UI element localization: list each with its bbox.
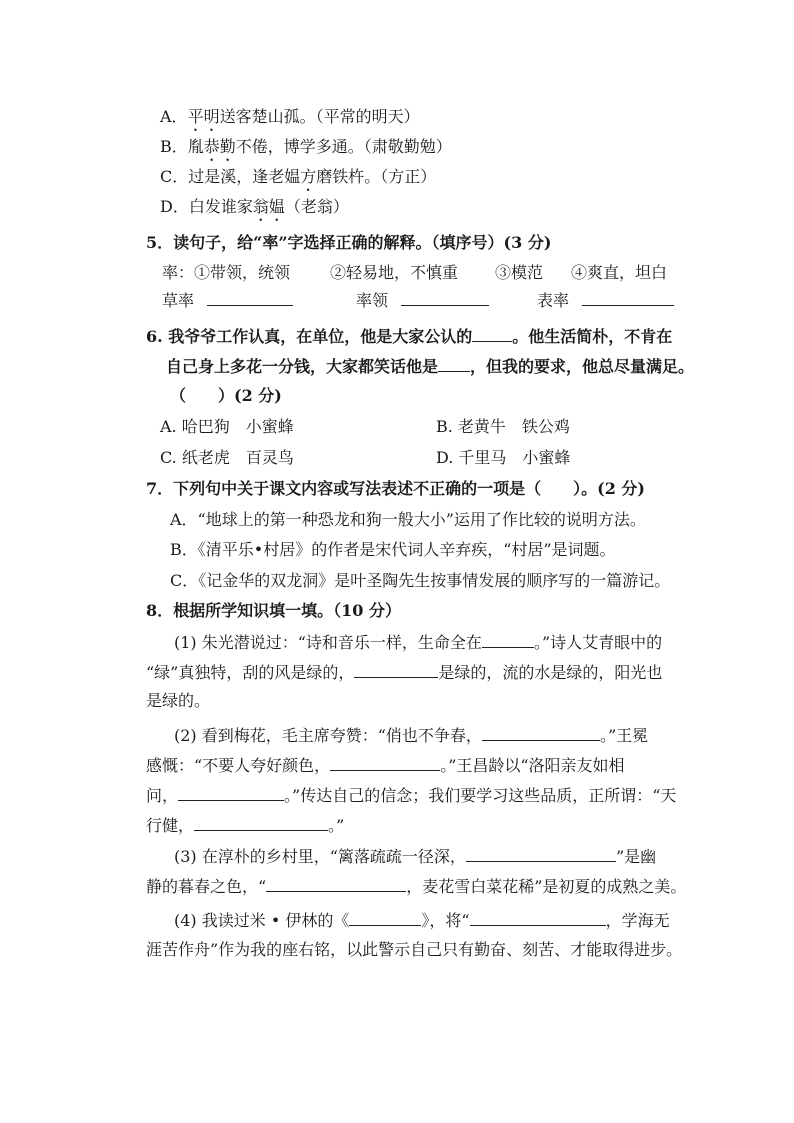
answer-blank[interactable] <box>266 875 406 892</box>
dotted-word: 恭勤 <box>203 137 236 156</box>
q4-option-d <box>160 196 349 225</box>
answer-blank[interactable] <box>582 289 674 306</box>
option-letter: D． <box>160 197 189 216</box>
q6-option-d: D. 千里马 小蜜蜂 <box>436 448 571 467</box>
q7-option-a: A．“地球上的第一种恐龙和狗一般大小”运用了作比较的说明方法。 <box>170 510 646 529</box>
dotted-word: 翁媪 <box>252 197 285 216</box>
answer-blank[interactable] <box>466 845 616 862</box>
answer-blank[interactable] <box>482 724 600 741</box>
q8-p3-line-2: 静的暮春之色，“ ，麦花雪白菜花稀”是初夏的成熟之美。 <box>146 877 687 896</box>
q6-line-1: 6. 我爷爷工作认真，在单位，他是大家公认的 。他生活简朴，不肯在 <box>146 327 673 346</box>
answer-blank[interactable] <box>354 661 438 678</box>
answer-blank[interactable] <box>207 289 293 306</box>
q5-title: 5．读句子，给“率”字选择正确的解释。（填序号）(3 分) <box>146 233 552 252</box>
answer-blank[interactable] <box>349 909 421 926</box>
q8-p2-line-4: 行健， 。” <box>146 816 345 835</box>
q8-p2-line-3: 问， 。”传达自己的信念；我们要学习这些品质，正所谓：“天 <box>146 786 677 805</box>
q5-meaning-2: ②轻易地，不慎重 <box>330 263 459 282</box>
q8-p3-line-1: (3) 在淳朴的乡村里，“篱落疏疏一径深， ”是幽 <box>174 847 657 866</box>
answer-blank[interactable] <box>401 289 489 306</box>
option-text: 不倦，博学多通。（肃敬勤勉） <box>235 137 452 156</box>
answer-blank[interactable] <box>330 754 440 771</box>
answer-blank[interactable] <box>178 784 284 801</box>
option-text: 过是溪，逢老媪 <box>188 167 301 186</box>
q5-word-3: 表率 <box>537 289 674 312</box>
q6-answer-paren: （ ）(2 分) <box>170 386 282 405</box>
option-text: （老翁） <box>284 197 349 216</box>
q7-option-c: C．《记金华的双龙洞》是叶圣陶先生按事情发展的顺序写的一篇游记。 <box>170 571 671 590</box>
q6-option-a: A. 哈巴狗 小蜜蜂 <box>160 417 294 436</box>
q5-meaning-4: ④爽直，坦白 <box>571 263 668 282</box>
q8-p4-line-2: 涯苦作舟”作为我的座右铭，以此警示自己只有勤奋、刻苦、才能取得进步。 <box>146 940 683 959</box>
dotted-word: 方 <box>300 167 317 186</box>
q4-option-c <box>160 166 436 195</box>
option-text: 白发谁家 <box>188 197 253 216</box>
q8-p1-line-2: “绿”真独特，刮的风是绿的， 是绿的，流的水是绿的，阳光也 <box>146 663 663 682</box>
q8-title: 8．根据所学知识填一填。（10 分） <box>146 601 401 620</box>
q7-option-b: B．《清平乐•村居》的作者是宋代词人辛弃疾，“村居”是词题。 <box>170 540 616 559</box>
option-letter: C． <box>160 167 189 186</box>
q4-option-a <box>160 106 420 135</box>
q7-title: 7．下列句中关于课文内容或写法表述不正确的一项是（ ）。(2 分) <box>146 479 645 498</box>
option-text: 送客楚山孤。（平常的明天） <box>219 107 420 126</box>
q6-option-c: C. 纸老虎 百灵鸟 <box>160 448 294 467</box>
option-text: 胤 <box>187 137 204 156</box>
q6-line-2: 自己身上多花一分钱，大家都笑话他是 ，但我的要求，他总尽量满足。 <box>166 357 695 376</box>
q5-meaning-3: ③模范 <box>495 263 544 282</box>
q5-word-2: 率领 <box>356 289 489 312</box>
q8-p1-line-1: (1) 朱光潜说过：“诗和音乐一样，生命全在 。”诗人艾青眼中的 <box>174 633 663 652</box>
answer-blank[interactable] <box>194 814 328 831</box>
option-letter: B． <box>160 137 188 156</box>
q5-word-1: 草率 <box>162 289 293 312</box>
q8-p1-line-3: 是绿的。 <box>146 691 211 710</box>
q8-p4-line-1: (4) 我读过米 • 伊林的《 》，将“ ，学海无 <box>174 911 670 930</box>
q4-option-b <box>160 136 452 165</box>
dotted-word: 平明 <box>187 107 220 126</box>
answer-blank[interactable] <box>472 325 512 342</box>
q6-option-b: B. 老黄牛 铁公鸡 <box>436 417 570 436</box>
q5-meaning-1: 率：①带领，统领 <box>162 263 291 282</box>
answer-blank[interactable] <box>470 909 606 926</box>
option-text: 磨铁杵。（方正） <box>316 167 437 186</box>
answer-blank[interactable] <box>438 355 470 372</box>
q8-p2-line-1: (2) 看到梅花，毛主席夸赞：“俏也不争春， 。”王冕 <box>174 726 649 745</box>
option-letter: A． <box>160 107 188 126</box>
answer-blank[interactable] <box>482 631 534 648</box>
q8-p2-line-2: 感慨：“不要人夸好颜色， 。”王昌龄以“洛阳亲友如相 <box>146 756 625 775</box>
